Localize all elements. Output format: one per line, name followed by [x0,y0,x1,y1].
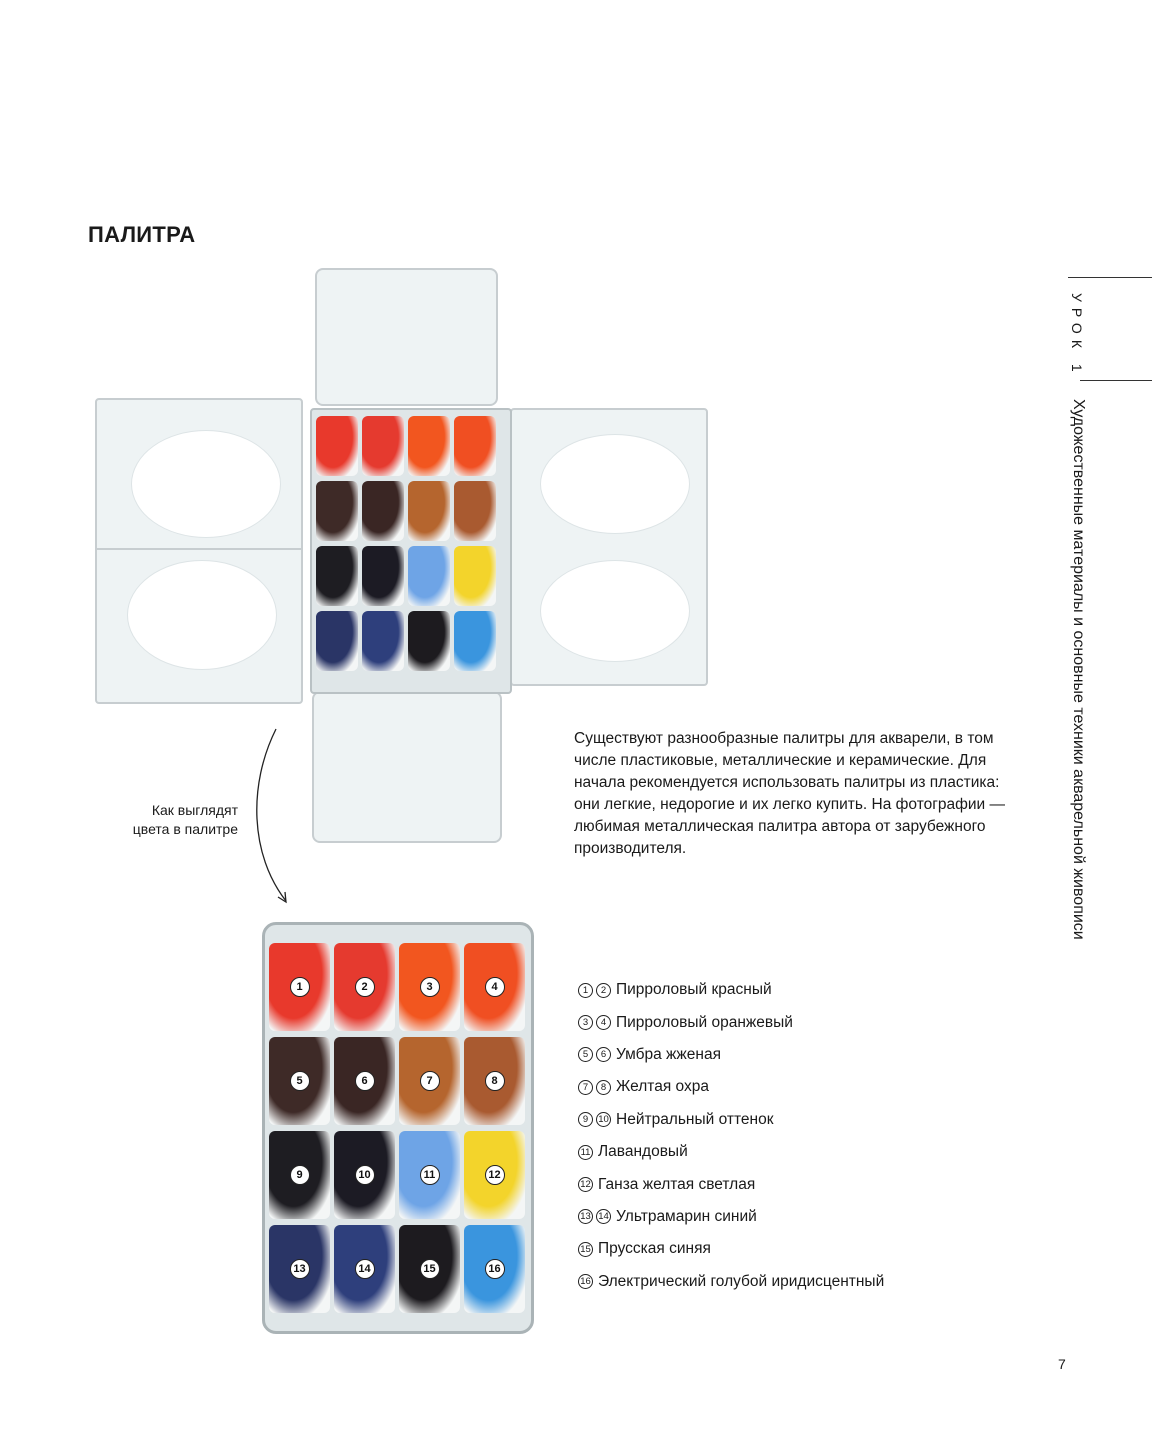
paint-pan [362,546,404,606]
side-rule-middle [1080,380,1152,381]
pan-number-marker: 15 [420,1259,440,1279]
page-title: ПАЛИТРА [88,222,196,247]
legend-label: Нейтральный оттенок [616,1110,774,1128]
paint-pan [316,611,358,671]
legend-badge: 3 [578,1015,593,1030]
color-legend [578,974,978,1298]
legend-badge: 13 [578,1209,593,1224]
pan-number-marker: 16 [485,1259,505,1279]
legend-label: Пирроловый оранжевый [616,1013,793,1031]
legend-item [578,1266,978,1298]
pan-number-marker: 12 [485,1165,505,1185]
pan-number-marker: 4 [485,977,505,997]
legend-label: Пирроловый красный [616,981,772,999]
paint-pan [464,1131,525,1219]
description-paragraph: Существуют разнообразные палитры для акварели, в том числе пластиковые, металлические и керамические. Для начала рекомендуется использовать палитры из пластика: они легкие, недорогие и их легко купить. На фотографии — любимая металлическая палитра автора от зарубежного производителя. [574,730,1006,857]
legend-badge: 11 [578,1145,593,1160]
mixing-well [540,560,690,662]
legend-item [578,1201,978,1233]
paint-pan [362,416,404,476]
paint-pan [334,1225,395,1313]
legend-item [578,974,978,1006]
paint-pan [464,1037,525,1125]
legend-label: Умбра жженая [616,1045,721,1063]
palette-flap-right [510,408,708,686]
paint-pan [464,943,525,1031]
legend-label: Прусская синяя [598,1240,711,1258]
arrow-caption: Как выглядят цвета в палитре [132,802,238,837]
pan-number-marker: 5 [290,1071,310,1091]
legend-label: Ультрамарин синий [616,1207,757,1225]
paint-pan [269,1131,330,1219]
paint-pan [408,481,450,541]
pan-number-marker: 9 [290,1165,310,1185]
legend-badge: 4 [596,1015,611,1030]
palette-lid-bottom [312,691,502,843]
pan-number-marker: 7 [420,1071,440,1091]
pan-number-marker: 3 [420,977,440,997]
paint-pan [269,943,330,1031]
legend-item [578,1006,978,1038]
curved-arrow [248,725,308,910]
pan-number-marker: 6 [355,1071,375,1091]
side-lesson-label: УРОК 1 [1069,293,1085,378]
pan-number-marker: 13 [290,1259,310,1279]
pan-number-marker: 8 [485,1071,505,1091]
legend-badge: 8 [596,1080,611,1095]
side-running-head [1068,277,1152,1037]
legend-item [578,1071,978,1103]
paint-pan [316,416,358,476]
palette-flap-left [95,398,303,704]
pan-number-marker: 1 [290,977,310,997]
legend-badge: 12 [578,1177,593,1192]
paint-pan [316,546,358,606]
legend-badge: 1 [578,983,593,998]
paint-pan [269,1225,330,1313]
legend-badge: 6 [596,1047,611,1062]
paint-pan [454,481,496,541]
pan-number-marker: 11 [420,1165,440,1185]
pan-tray-large [262,922,534,1334]
paint-pan [334,1037,395,1125]
page-number: 7 [1058,1356,1066,1372]
paint-pan [362,611,404,671]
legend-badge: 16 [578,1274,593,1289]
legend-label: Ганза желтая светлая [598,1175,756,1193]
paint-pan [454,611,496,671]
legend-badge: 10 [596,1112,611,1127]
paint-pan [334,943,395,1031]
paint-pan [464,1225,525,1313]
legend-item [578,1168,978,1200]
paint-pan [408,546,450,606]
side-chapter-title: Художественные материалы и основные техники акварельной живописи [1070,399,1087,940]
legend-label: Желтая охра [616,1078,709,1096]
paint-pan [408,611,450,671]
legend-badge: 14 [596,1209,611,1224]
paint-pan [334,1131,395,1219]
legend-badge: 2 [596,983,611,998]
paint-pan [362,481,404,541]
side-rule-top [1068,277,1152,278]
legend-label: Электрический голубой иридисцентный [598,1272,885,1290]
pan-tray-small [310,408,512,694]
legend-item [578,1104,978,1136]
paint-pan [408,416,450,476]
legend-badge: 5 [578,1047,593,1062]
legend-badge: 15 [578,1242,593,1257]
legend-item [578,1039,978,1071]
palette-lid-top [315,268,498,406]
mixing-well [131,430,281,538]
pan-number-marker: 2 [355,977,375,997]
paint-pan [454,546,496,606]
paint-pan [316,481,358,541]
flap-divider [97,548,301,550]
mixing-well [540,434,690,534]
legend-badge: 9 [578,1112,593,1127]
paint-pan [399,1131,460,1219]
paint-pan [399,943,460,1031]
legend-item [578,1233,978,1265]
paint-pan [399,1037,460,1125]
mixing-well [127,560,277,670]
paint-pan [399,1225,460,1313]
legend-item [578,1136,978,1168]
paint-pan [269,1037,330,1125]
legend-label: Лавандовый [598,1143,688,1161]
paint-pan [454,416,496,476]
pan-number-marker: 10 [355,1165,375,1185]
pan-number-marker: 14 [355,1259,375,1279]
legend-badge: 7 [578,1080,593,1095]
